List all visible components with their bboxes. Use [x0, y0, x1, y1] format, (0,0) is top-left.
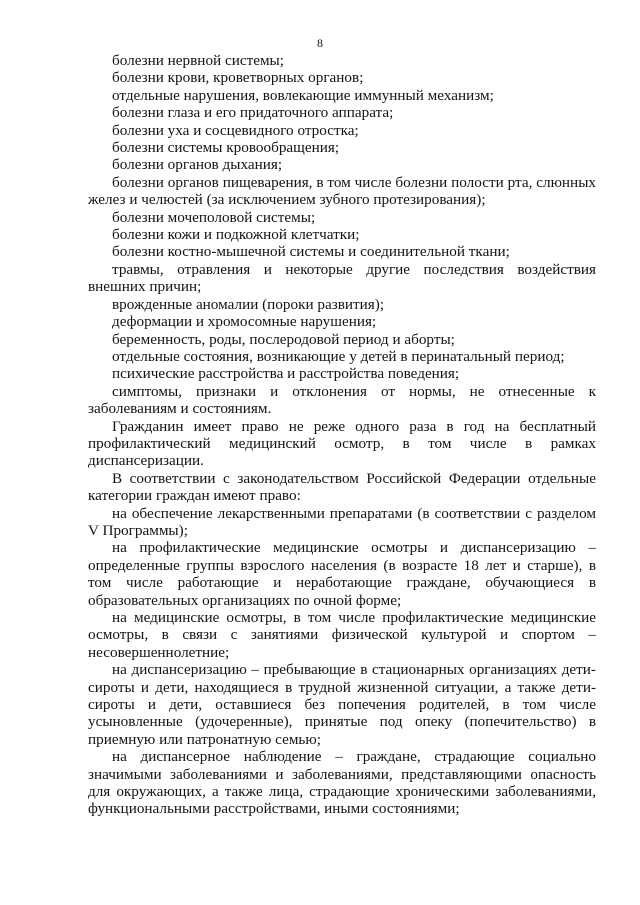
list-item: на диспансеризацию – пребывающие в стационарных организациях дети-сироты и дети, находящиеся в трудной жизненной ситуации, а также дети-сироты и дети, оставшиеся без попечения родителей, в том числе усыновленные (удочеренные), принятые под опеку (попечительство) в приемную или патронатную семью;: [88, 661, 596, 748]
paragraph: В соответствии с законодательством Российской Федерации отдельные категории граждан имеют право:: [88, 469, 596, 505]
list-item: болезни мочеполовой системы;: [112, 208, 316, 226]
list-item: психические расстройства и расстройства поведения;: [112, 365, 460, 383]
list-item: отдельные нарушения, вовлекающие иммунный механизм;: [112, 86, 494, 104]
list-item: болезни органов дыхания;: [112, 156, 283, 174]
list-item: на диспансерное наблюдение – граждане, страдающие социально значимыми заболеваниями и заболеваниями, представляющими опасность для окружающих, а также лица, страдающие хроническими заболеваниями, функциональными расстройствами, иными состояниями;: [88, 748, 596, 818]
list-item: болезни кожи и подкожной клетчатки;: [112, 226, 360, 244]
list-item: на медицинские осмотры, в том числе профилактические медицинские осмотры, в связи с занятиями физической культурой и спортом – несовершеннолетние;: [88, 609, 596, 661]
list-item: болезни крови, кроветворных органов;: [112, 69, 364, 87]
paragraph: Гражданин имеет право не реже одного раза в год на бесплатный профилактический медицинский осмотр, в том числе в рамках диспансеризации.: [88, 417, 596, 470]
list-item: беременность, роды, послеродовой период и аборты;: [112, 330, 455, 348]
list-item: болезни системы кровообращения;: [112, 139, 340, 157]
list-item: симптомы, признаки и отклонения от нормы, не отнесенные к заболеваниям и состояниям.: [88, 382, 596, 418]
list-item: на обеспечение лекарственными препаратами (в соответствии с разделом V Программы);: [88, 504, 596, 539]
list-item: болезни уха и сосцевидного отростка;: [112, 121, 359, 139]
list-item: на профилактические медицинские осмотры и диспансеризацию – определенные группы взрослого населения (в возрасте 18 лет и старше), в том числе работающие и неработающие граждане, обучающиеся в образовательных организациях по очной форме;: [88, 539, 596, 609]
list-item: болезни нервной системы;: [112, 52, 284, 69]
list-item: болезни глаза и его придаточного аппарата;: [112, 104, 394, 122]
document-body: [88, 52, 596, 818]
list-item: травмы, отравления и некоторые другие последствия воздействия внешних причин;: [88, 260, 596, 296]
list-item: болезни органов пищеварения, в том числе болезни полости рта, слюнных желез и челюстей (за исключением зубного протезирования);: [88, 173, 596, 209]
list-item: отдельные состояния, возникающие у детей в перинатальный период;: [112, 347, 565, 365]
page-number: 8: [317, 36, 323, 50]
list-item: болезни костно-мышечной системы и соединительной ткани;: [112, 243, 510, 261]
list-item: врожденные аномалии (пороки развития);: [112, 295, 385, 313]
list-item: деформации и хромосомные нарушения;: [112, 313, 377, 331]
